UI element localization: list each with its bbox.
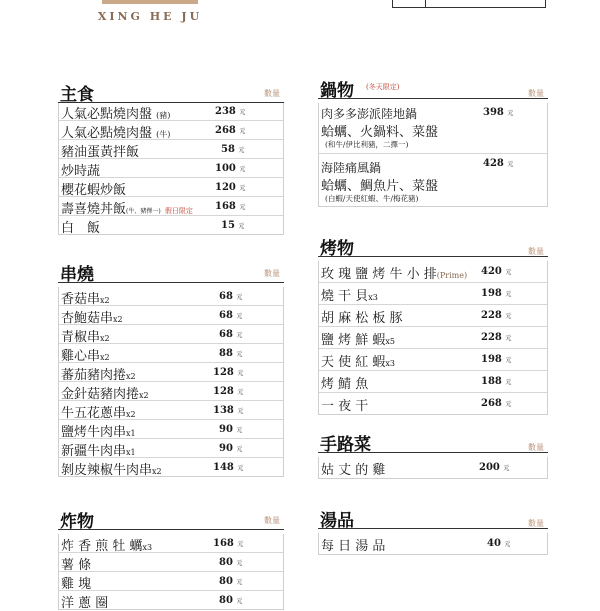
item-price: 68 元 — [219, 291, 243, 302]
section-title: 烤物 — [320, 239, 354, 259]
menu-item[interactable] — [59, 553, 283, 572]
qty-label: 數量 — [528, 443, 544, 452]
item-name: 豬油蛋黃拌飯 — [61, 145, 140, 160]
section-header — [318, 76, 548, 99]
menu-item[interactable] — [59, 140, 283, 159]
item-price: 200 元 — [479, 462, 510, 473]
menu-item[interactable] — [59, 420, 283, 439]
item-name: 洋 蔥 圈 — [61, 596, 109, 611]
item-price: 120 元 — [215, 182, 246, 193]
qty-label: 數量 — [264, 89, 280, 98]
item-name: 雞心串x2 — [61, 349, 110, 364]
qty-label: 數量 — [264, 269, 280, 278]
item-name: 姑 丈 的 雞 — [321, 463, 386, 478]
section-header — [318, 430, 548, 453]
item-name: 炒時蔬 — [61, 164, 101, 179]
qty-label: 數量 — [528, 519, 544, 528]
item-price: 40 元 — [487, 538, 511, 549]
section-header — [58, 507, 284, 530]
item-price: 228 元 — [481, 310, 512, 321]
item-price: 80 元 — [219, 576, 243, 587]
item-name: 胡 麻 松 板 豚 — [321, 311, 403, 326]
qty-label: 數量 — [264, 516, 280, 525]
brand-name: XING HE JU — [97, 10, 203, 23]
menu-item[interactable] — [59, 458, 283, 476]
section-header — [58, 80, 284, 103]
section-chuanshao — [58, 260, 284, 477]
item-options: (白蝦/天使紅蝦、牛/梅花豬) — [325, 194, 419, 203]
menu-item[interactable] — [59, 121, 283, 140]
menu-item[interactable] — [59, 306, 283, 325]
section-tangpin — [318, 506, 548, 555]
menu-item[interactable] — [59, 439, 283, 458]
limited-badge: 假日限定 — [164, 207, 193, 215]
item-name: 櫻花蝦炒飯 — [61, 183, 127, 198]
menu-item[interactable] — [59, 103, 283, 121]
item-name: 鹽烤牛肉串x1 — [61, 425, 136, 440]
item-name: 新疆牛肉串x1 — [61, 444, 136, 459]
brand-bar — [102, 0, 198, 4]
item-price: 398 元 — [483, 107, 514, 118]
menu-item[interactable] — [59, 178, 283, 197]
item-name: 海陸痛風鍋 — [321, 161, 382, 175]
menu-item[interactable] — [59, 572, 283, 591]
item-price: 68 元 — [219, 329, 243, 340]
section-title: 手路菜 — [320, 435, 371, 455]
item-price: 90 元 — [219, 424, 243, 435]
item-contents: 蛤蠣、火鍋料、菜盤 — [321, 125, 439, 140]
section-shoulu — [318, 430, 548, 479]
item-price: 198 元 — [481, 354, 512, 365]
item-price: 188 元 — [481, 376, 512, 387]
menu-item[interactable] — [59, 287, 283, 306]
item-contents: 蛤蠣、鯛魚片、菜盤 — [321, 179, 439, 194]
menu-item[interactable] — [59, 382, 283, 401]
item-price: 428 元 — [483, 158, 514, 169]
menu-item[interactable] — [319, 103, 547, 154]
item-name: 剝皮辣椒牛肉串x2 — [61, 463, 162, 478]
item-name: 香菇串x2 — [61, 292, 110, 307]
menu-item[interactable] — [59, 325, 283, 344]
item-name: 天 使 紅 蝦x3 — [321, 355, 396, 370]
menu-item[interactable] — [59, 216, 283, 234]
item-price: 58 元 — [221, 144, 245, 155]
menu-item[interactable] — [319, 154, 547, 206]
section-guowu — [318, 76, 548, 207]
item-price: 168 元 — [213, 538, 244, 549]
menu-item[interactable] — [319, 533, 547, 554]
menu-item[interactable] — [319, 371, 547, 393]
item-options: (和牛/伊比利豬，二擇一) — [325, 140, 409, 149]
item-name: 青椒串x2 — [61, 330, 110, 345]
item-list — [318, 457, 548, 479]
menu-item[interactable] — [59, 363, 283, 382]
menu-item[interactable] — [319, 327, 547, 349]
section-title: 串燒 — [60, 265, 94, 285]
item-list — [58, 534, 284, 610]
item-list — [318, 261, 548, 415]
item-name: 烤 鯖 魚 — [321, 377, 369, 392]
item-name: 一 夜 干 — [321, 399, 369, 414]
menu-item[interactable] — [319, 283, 547, 305]
item-name: 每 日 湯 品 — [321, 539, 386, 554]
item-name: 肉多多澎派陸地鍋 — [321, 107, 418, 121]
item-price: 88 元 — [219, 348, 243, 359]
item-list — [58, 287, 284, 477]
item-price: 138 元 — [213, 405, 244, 416]
item-name: 蕃茄豬肉捲x2 — [61, 368, 136, 383]
menu-item[interactable] — [59, 197, 283, 216]
section-title: 鍋物 — [320, 81, 354, 101]
item-price: 15 元 — [221, 220, 245, 231]
menu-item[interactable] — [319, 393, 547, 414]
qty-label: 數量 — [528, 247, 544, 256]
menu-item[interactable] — [59, 159, 283, 178]
item-note: (豬) — [156, 111, 171, 120]
item-name: 玫 瑰 鹽 烤 牛 小 排(Prime) — [321, 267, 468, 282]
item-note: (牛) — [156, 130, 171, 139]
section-title: 湯品 — [320, 511, 354, 531]
item-price: 80 元 — [219, 595, 243, 606]
item-name: 杏鮑菇串x2 — [61, 311, 123, 326]
item-price: 268 元 — [481, 398, 512, 409]
menu-item[interactable] — [319, 305, 547, 327]
item-price: 268 元 — [215, 125, 246, 136]
item-price: 420 元 — [481, 266, 512, 277]
item-price: 90 元 — [219, 443, 243, 454]
item-name: 燒 干 貝x3 — [321, 289, 378, 304]
item-price: 68 元 — [219, 310, 243, 321]
item-price: 168 元 — [215, 201, 246, 212]
menu-item[interactable] — [319, 261, 547, 283]
item-price: 148 元 — [213, 462, 244, 473]
menu-item[interactable] — [319, 457, 547, 478]
item-price: 228 元 — [481, 332, 512, 343]
section-header — [58, 260, 284, 283]
item-list — [318, 533, 548, 555]
item-name: 鹽 烤 鮮 蝦x5 — [321, 333, 396, 348]
item-price: 238 元 — [215, 106, 246, 117]
item-price: 80 元 — [219, 557, 243, 568]
menu-item[interactable] — [59, 591, 283, 609]
section-header — [318, 234, 548, 257]
item-name: 雞 塊 — [61, 577, 92, 592]
item-price: 128 元 — [213, 367, 244, 378]
item-note: (牛、豬擇一) — [126, 208, 161, 215]
section-kaowu — [318, 234, 548, 415]
section-title: 主食 — [60, 85, 94, 105]
item-list — [318, 103, 548, 207]
menu-item[interactable] — [59, 534, 283, 553]
section-title: 炸物 — [60, 512, 94, 532]
item-name: 牛五花蔥串x2 — [61, 406, 136, 421]
header-box — [392, 0, 546, 8]
section-zhawu — [58, 507, 284, 610]
item-name: 人氣必點燒肉盤 (豬) — [61, 107, 171, 122]
item-name: 白 飯 — [61, 221, 101, 236]
item-price: 128 元 — [213, 386, 244, 397]
section-zhushi — [58, 80, 284, 235]
item-price: 198 元 — [481, 288, 512, 299]
item-list — [58, 103, 284, 235]
item-name: 壽喜燒丼飯(牛、豬擇一) 假日限定 — [61, 202, 193, 217]
menu-item[interactable] — [59, 344, 283, 363]
qty-label: 數量 — [528, 89, 544, 98]
item-name: 金針菇豬肉捲x2 — [61, 387, 149, 402]
menu-item[interactable] — [319, 349, 547, 371]
item-price: 100 元 — [215, 163, 246, 174]
section-header — [318, 506, 548, 529]
item-name: 人氣必點燒肉盤 (牛) — [61, 126, 171, 141]
seasonal-note: (冬天限定) — [366, 83, 400, 91]
menu-item[interactable] — [59, 401, 283, 420]
item-name: 炸 香 煎 牡 蠣x3 — [61, 539, 153, 554]
item-name: 薯 條 — [61, 558, 92, 573]
